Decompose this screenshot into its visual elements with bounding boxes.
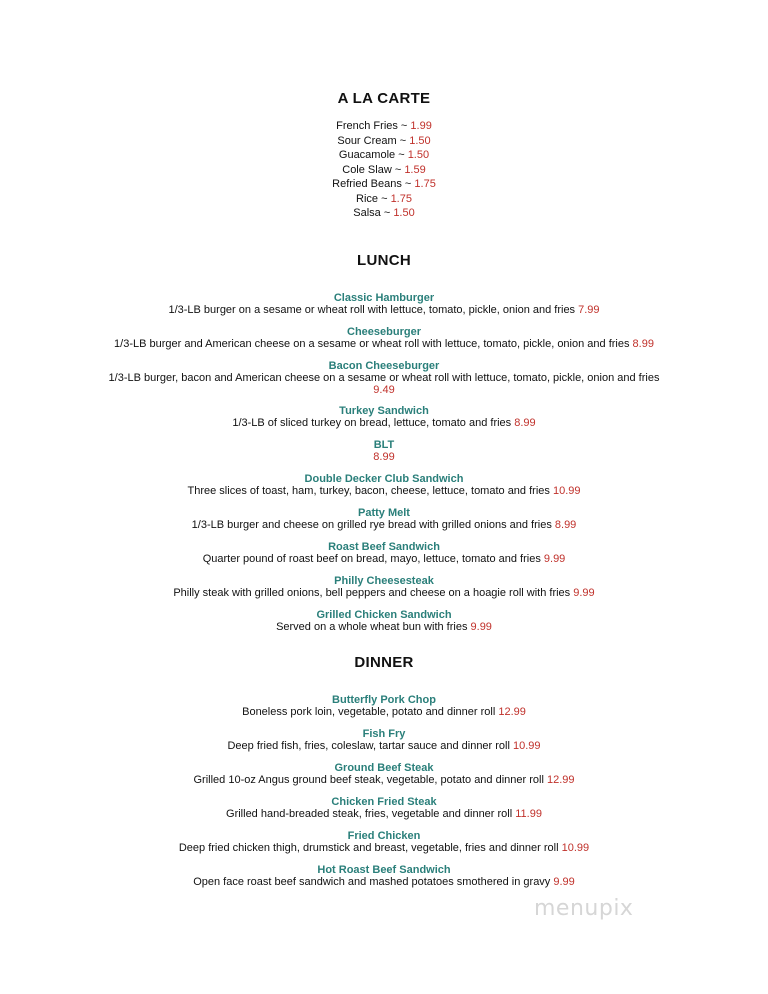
item-description: Grilled hand-breaded steak, fries, vegetable and dinner roll 11.99	[226, 808, 542, 820]
price: 10.99	[561, 842, 590, 854]
item-description: 1/3-LB burger and American cheese on a sesame or wheat roll with lettuce, tomato, pickle, onion and fries 8.99	[114, 338, 654, 350]
item-name: Philly Cheesesteak	[334, 575, 434, 587]
dinner-section	[0, 654, 768, 898]
item-name: Patty Melt	[358, 507, 410, 519]
price: 1.99	[410, 120, 432, 132]
alacarte-title: A LA CARTE	[337, 90, 431, 107]
item-name: Bacon Cheeseburger	[328, 360, 440, 372]
price: 10.99	[552, 485, 581, 497]
item-name: Hot Roast Beef Sandwich	[317, 864, 451, 876]
dinner-title: DINNER	[354, 654, 414, 671]
alacarte-item: French Fries ~ 1.99	[336, 120, 432, 132]
price: 1.75	[390, 192, 412, 205]
price: 1.50	[409, 134, 431, 147]
item-name: Turkey Sandwich	[339, 405, 429, 417]
alacarte-item: Salsa ~ 1.50	[353, 207, 415, 219]
price: 1.50	[407, 149, 430, 161]
price: 7.99	[578, 304, 600, 316]
price: 1.50	[393, 207, 415, 219]
menu-item	[0, 507, 768, 541]
menu-item	[0, 609, 768, 643]
item-name: Chicken Fried Steak	[331, 796, 437, 808]
item-description: Open face roast beef sandwich and mashed potatoes smothered in gravy 9.99	[193, 876, 575, 888]
item-description: 1/3-LB burger, bacon and American cheese on a sesame or wheat roll with lettuce, tomato, pickle, onion and fries 9.49	[108, 372, 660, 396]
menu-item	[0, 864, 768, 898]
price: 8.99	[373, 451, 395, 463]
item-description: Served on a whole wheat bun with fries 9.99	[276, 621, 492, 633]
item-name: Fish Fry	[362, 728, 406, 740]
menu-item	[0, 405, 768, 439]
lunch-section	[0, 252, 768, 643]
price: 11.99	[515, 808, 542, 820]
item-name: Classic Hamburger	[333, 292, 435, 304]
alacarte-item: Refried Beans ~ 1.75	[332, 178, 436, 190]
item-name: Grilled Chicken Sandwich	[316, 609, 452, 621]
price: 9.99	[553, 876, 575, 888]
item-name: Fried Chicken	[347, 830, 421, 842]
price: 1.59	[404, 163, 426, 176]
price: 9.99	[543, 553, 566, 565]
item-name: Butterfly Pork Chop	[332, 694, 436, 706]
item-name: Ground Beef Steak	[334, 762, 434, 774]
item-name: Double Decker Club Sandwich	[304, 473, 464, 485]
price: 8.99	[632, 338, 654, 350]
item-description: 1/3-LB of sliced turkey on bread, lettuce, tomato and fries 8.99	[232, 417, 536, 429]
item-description: Grilled 10-oz Angus ground beef steak, vegetable, potato and dinner roll 12.99	[193, 774, 575, 786]
price: 8.99	[514, 417, 536, 429]
menu-item	[0, 796, 768, 830]
alacarte-list	[0, 119, 768, 221]
menu-item	[0, 728, 768, 762]
menu-item	[0, 830, 768, 864]
menu-item	[0, 360, 768, 405]
item-name: BLT	[373, 439, 395, 451]
price: 10.99	[513, 740, 541, 752]
menu-item	[0, 575, 768, 609]
item-description: Philly steak with grilled onions, bell peppers and cheese on a hoagie roll with fries 9.99	[173, 587, 595, 599]
menu-item	[0, 326, 768, 360]
price: 1.75	[414, 178, 436, 190]
menu-item	[0, 694, 768, 728]
price: 12.99	[546, 774, 575, 786]
item-name: Roast Beef Sandwich	[328, 541, 440, 553]
lunch-items	[0, 292, 768, 643]
item-description: Deep fried fish, fries, coleslaw, tartar sauce and dinner roll 10.99	[227, 740, 541, 752]
item-description	[0, 451, 768, 463]
dinner-items	[0, 694, 768, 898]
price: 9.99	[573, 587, 595, 599]
menu-item	[0, 762, 768, 796]
menu-item	[0, 473, 768, 507]
alacarte-section	[0, 90, 768, 221]
alacarte-item: Cole Slaw ~ 1.59	[342, 163, 426, 176]
menu-item	[0, 292, 768, 326]
item-description: Quarter pound of roast beef on bread, mayo, lettuce, tomato and fries 9.99	[202, 553, 566, 565]
item-description: Deep fried chicken thigh, drumstick and breast, vegetable, fries and dinner roll 10.99	[178, 842, 590, 854]
item-description: 1/3-LB burger and cheese on grilled rye bread with grilled onions and fries 8.99	[191, 519, 577, 531]
lunch-title: LUNCH	[357, 252, 411, 269]
price: 8.99	[554, 519, 577, 531]
item-description: 1/3-LB burger on a sesame or wheat roll with lettuce, tomato, pickle, onion and fries 7.99	[168, 304, 600, 316]
price: 12.99	[498, 706, 526, 718]
alacarte-item: Rice ~ 1.75	[356, 192, 412, 205]
item-description: Three slices of toast, ham, turkey, bacon, cheese, lettuce, tomato and fries 10.99	[187, 485, 581, 497]
watermark-logo: menupix	[534, 896, 634, 921]
price: 9.49	[373, 384, 395, 396]
menu-item	[0, 541, 768, 575]
item-name: Cheeseburger	[347, 326, 421, 338]
alacarte-item: Guacamole ~ 1.50	[338, 149, 430, 161]
menu-item	[0, 439, 768, 473]
alacarte-item: Sour Cream ~ 1.50	[337, 134, 431, 147]
item-description: Boneless pork loin, vegetable, potato and dinner roll 12.99	[242, 706, 526, 718]
price: 9.99	[470, 621, 492, 633]
